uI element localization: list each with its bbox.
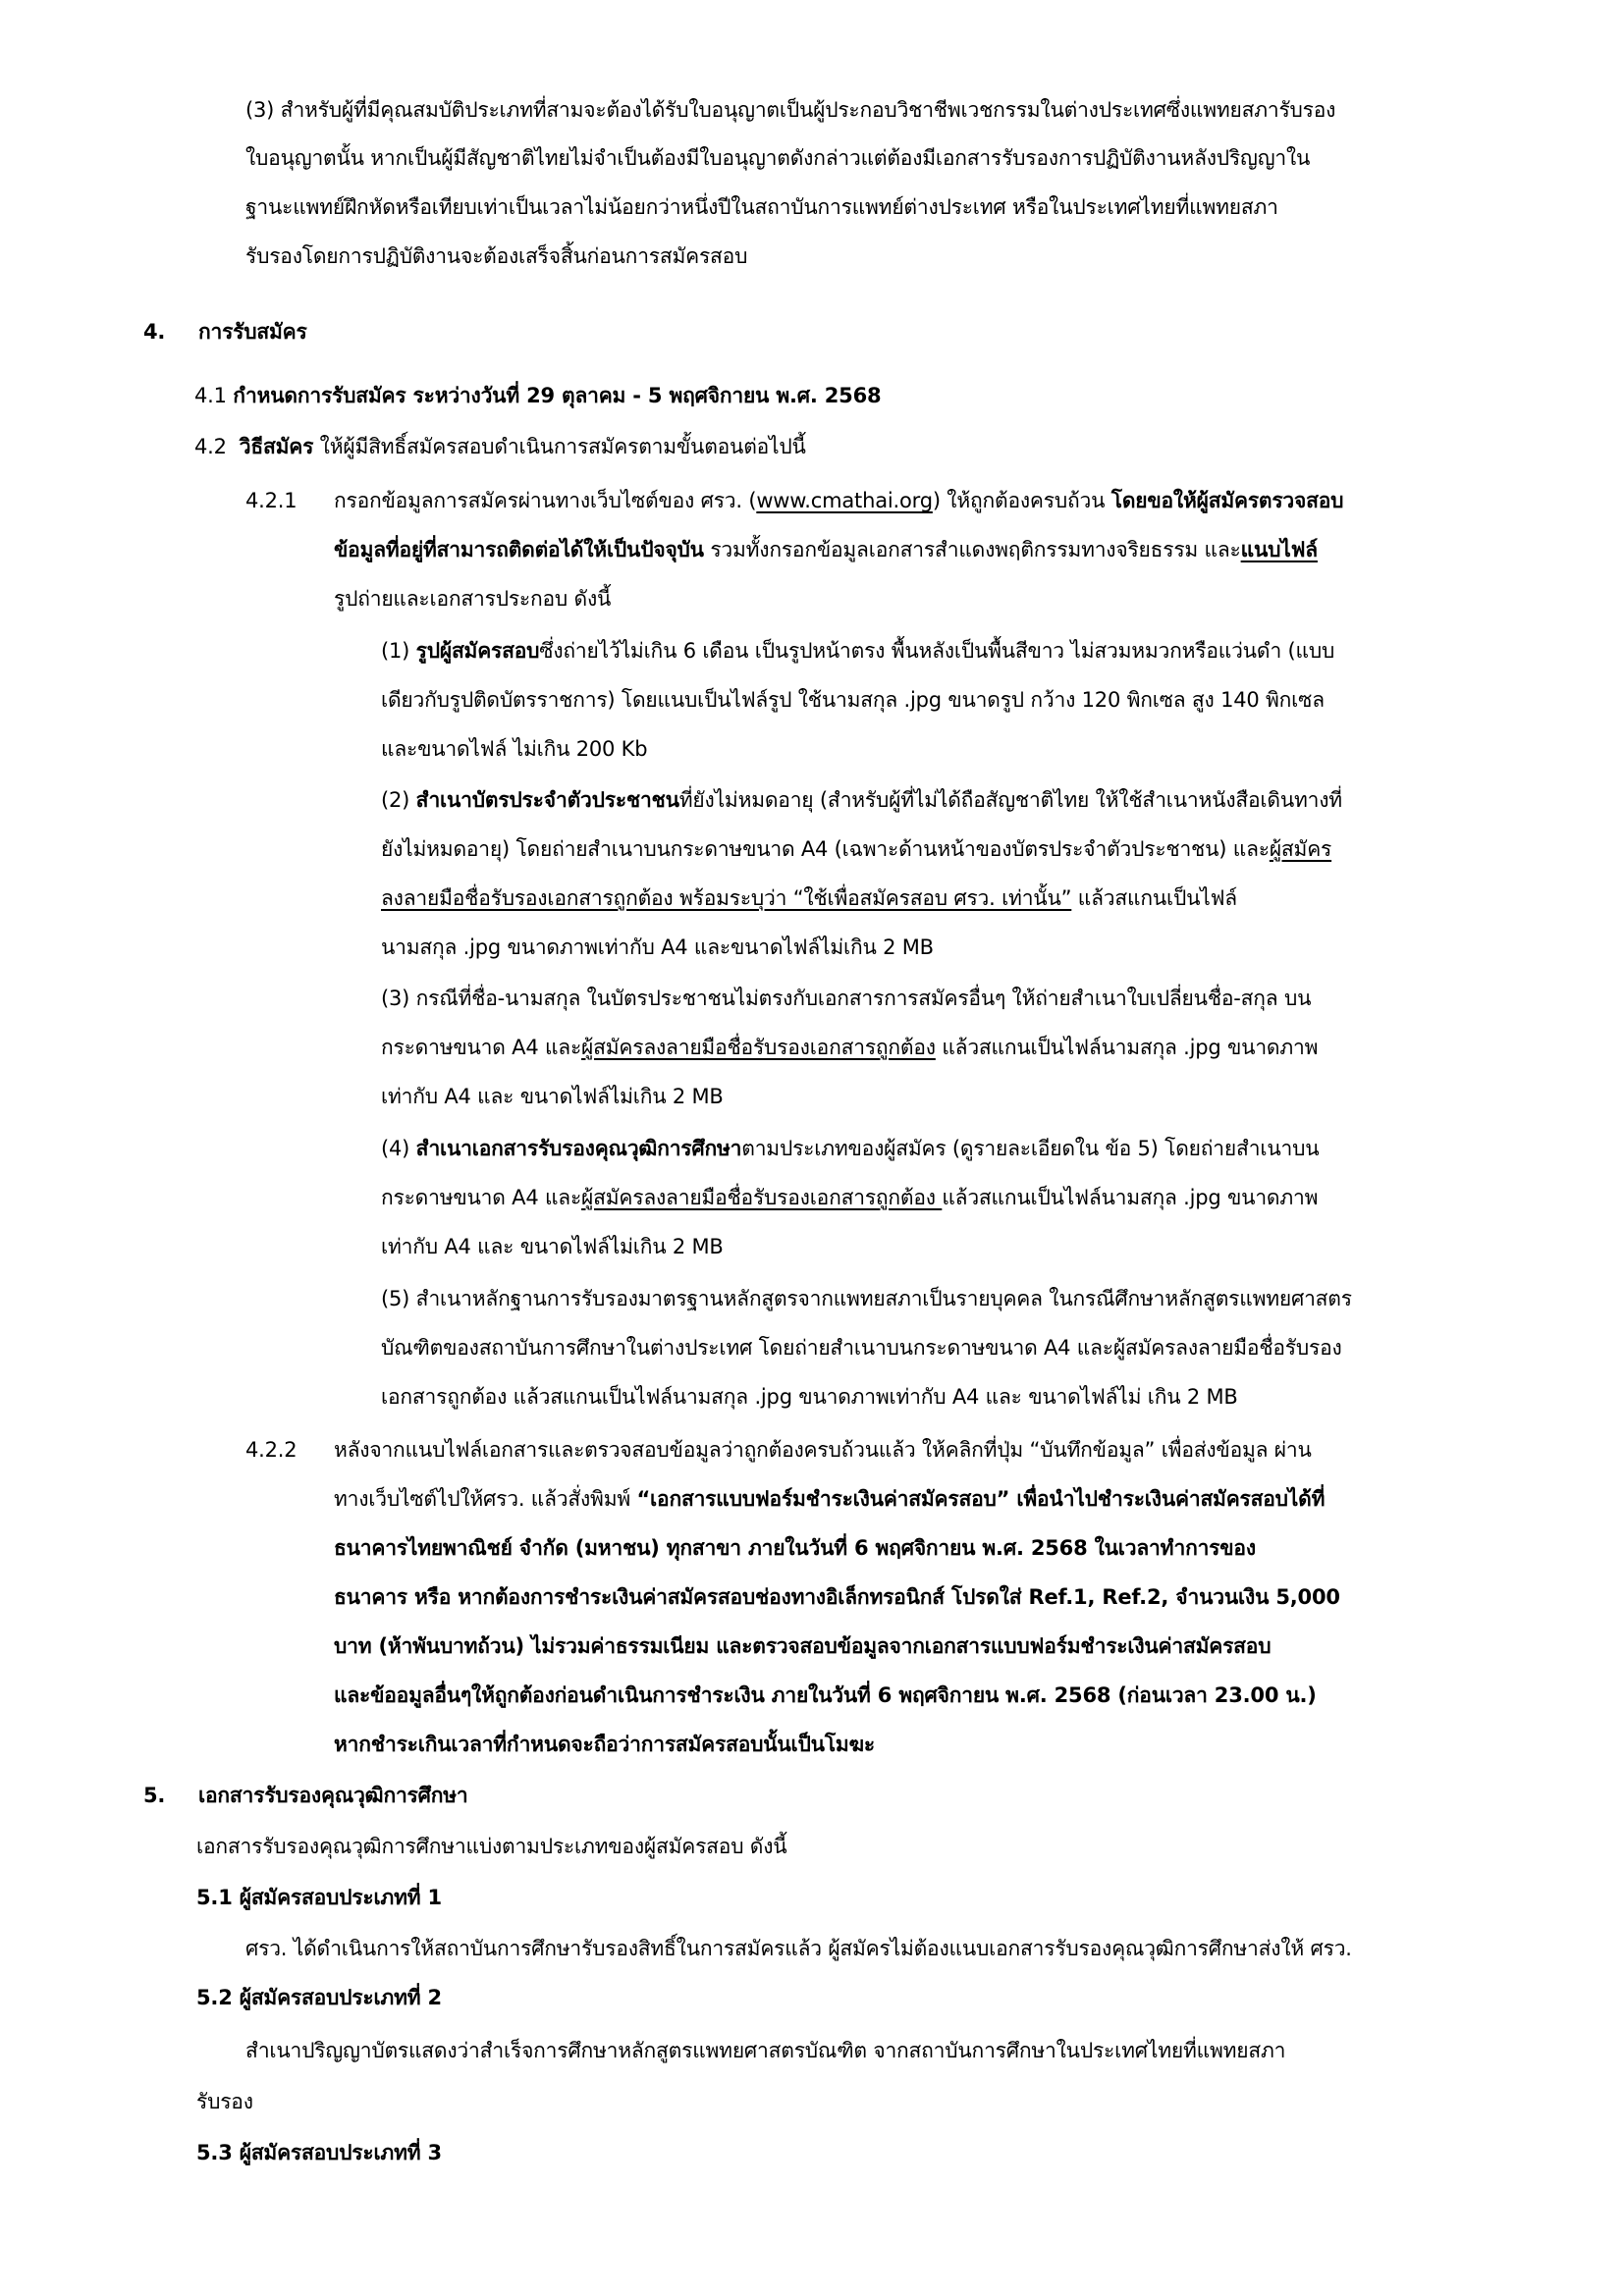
text-segment-bold: โดยขอให้ผู้สมัครตรวจสอบ	[1110, 489, 1344, 512]
item5-line3: เอกสารถูกต้อง แล้วสแกนเป็นไฟล์นามสกุล .jpg ขนาดภาพเท่ากับ A4 และ ขนาดไฟล์ไม่ เกิน 2 MB	[381, 1385, 1238, 1409]
text-segment: แล้วสแกนเป็นไฟล์นามสกุล .jpg ขนาดภาพ	[935, 1036, 1319, 1059]
item2-line1	[381, 785, 1342, 815]
section-5-1-title: 5.1 ผู้สมัครสอบประเภทที่ 1	[196, 1886, 442, 1909]
text-segment: (1)	[381, 639, 416, 663]
section4-title: การรับสมัคร	[198, 320, 307, 344]
text-segment: ยังไม่หมดอายุ) โดยถ่ายสำเนาบนกระดาษขนาด A4 (เฉพาะด้านหน้าของบัตรประจำตัวประชาชน) และ	[381, 837, 1270, 861]
item3-line2	[381, 1033, 1318, 1062]
item3-line3: เท่ากับ A4 และ ขนาดไฟล์ไม่เกิน 2 MB	[381, 1085, 724, 1108]
item2-line3	[381, 883, 1237, 913]
section-4-1	[194, 381, 881, 410]
prev-item3-line: ใบอนุญาตนั้น หากเป็นผู้มีสัญชาติไทยไม่จำเป็นต้องมีใบอนุญาตดังกล่าวแต่ต้องมีเอกสารรับรองการปฏิบัติงานหลังปริญญาใน	[245, 146, 1311, 170]
text-segment: ทางเว็บไซต์ไปให้ศรว. แล้วสั่งพิมพ์	[334, 1487, 637, 1511]
section-5-2-line1: สำเนาปริญญาบัตรแสดงว่าสำเร็จการศึกษาหลักสูตรแพทยศาสตรบัณฑิต จากสถาบันการศึกษาในประเทศไทยที่แพทยสภา	[245, 2039, 1286, 2062]
prev-item3-line: ฐานะแพทย์ฝึกหัดหรือเทียบเท่าเป็นเวลาไม่น้อยกว่าหนึ่งปีในสถาบันการแพทย์ต่างประเทศ หรือในประเทศไทยที่แพทยสภา	[245, 195, 1278, 219]
item2-line4: นามสกุล .jpg ขนาดภาพเท่ากับ A4 และขนาดไฟล์ไม่เกิน 2 MB	[381, 935, 934, 959]
section-4-2-2-line6: และข้ออมูลอื่นๆให้ถูกต้องก่อนดำเนินการชำระเงิน ภายในวันที่ 6 พฤศจิกายน พ.ศ. 2568 (ก่อนเวลา 23.00 น.)	[334, 1683, 1317, 1707]
section-4-2-1-line3: รูปถ่ายและเอกสารประกอบ ดังนี้	[334, 587, 612, 611]
text-segment-underline: ผู้สมัครลงลายมือชื่อรับรองเอกสารถูกต้อง	[581, 1036, 936, 1059]
section-4-2-2-line3: ธนาคารไทยพาณิชย์ จำกัด (มหาชน) ทุกสาขา ภายในวันที่ 6 พฤศจิกายน พ.ศ. 2568 ในเวลาทำการของ	[334, 1536, 1256, 1560]
section-4-2	[194, 432, 806, 461]
text-segment: (2)	[381, 788, 416, 812]
text-segment: ที่ยังไม่หมดอายุ (สำหรับผู้ที่ไม่ได้ถือสัญชาติไทย ให้ใช้สำเนาหนังสือเดินทางที่	[678, 788, 1342, 812]
item1-line2: เดียวกับรูปติดบัตรราชการ) โดยแนบเป็นไฟล์รูป ใช้นามสกุล .jpg ขนาดรูป กว้าง 120 พิกเซล สูง 140 พิกเซล	[381, 688, 1325, 712]
item5-line2: บัณฑิตของสถาบันการศึกษาในต่างประเทศ โดยถ่ายสำเนาบนกระดาษขนาด A4 และผู้สมัครลงลายมือชื่อรับรอง	[381, 1336, 1342, 1360]
text-segment-underline: ผู้สมัครลงลายมือชื่อรับรองเอกสารถูกต้อง	[581, 1186, 943, 1209]
section-4-2-2-line5: บาท (ห้าพันบาทถ้วน) ไม่รวมค่าธรรมเนียม และตรวจสอบข้อมูลจากเอกสารแบบฟอร์มชำระเงินค่าสมัครสอบ	[334, 1634, 1272, 1658]
section-4-2-2-line2	[334, 1484, 1325, 1514]
section-4-2-2-line1	[245, 1435, 1312, 1465]
text-segment-bold: ข้อมูลที่อยู่ที่สามารถติดต่อได้ให้เป็นปัจจุบัน	[334, 538, 704, 561]
item2-line2	[381, 834, 1331, 864]
text-segment-bold: “เอกสารแบบฟอร์มชำระเงินค่าสมัครสอบ” เพื่อนำไปชำระเงินค่าสมัครสอบได้ที่	[636, 1487, 1326, 1511]
text-segment-bold: สำเนาบัตรประจำตัวประชาชน	[415, 788, 679, 812]
section5-intro: เอกสารรับรองคุณวุฒิการศึกษาแบ่งตามประเภทของผู้สมัครสอบ ดังนี้	[196, 1835, 787, 1858]
cmathai-link[interactable]: www.cmathai.org	[756, 489, 933, 512]
text-segment: กระดาษขนาด A4 และ	[381, 1186, 582, 1209]
section-4-2-2-number: 4.2.2	[245, 1438, 298, 1462]
section-4-1-text: กำหนดการรับสมัคร ระหว่างวันที่ 29 ตุลาคม - 5 พฤศจิกายน พ.ศ. 2568	[233, 384, 882, 407]
item4-line1	[381, 1134, 1319, 1163]
text-segment: ซึ่งถ่ายไว้ไม่เกิน 6 เดือน เป็นรูปหน้าตรง พื้นหลังเป็นพื้นสีขาว ไม่สวมหมวกหรือแว่นดำ (แบบ	[539, 639, 1335, 663]
text-segment: หลังจากแนบไฟล์เอกสารและตรวจสอบข้อมูลว่าถูกต้องครบถ้วนแล้ว ให้คลิกที่ปุ่ม “บันทึกข้อมูล” เพื่อส่งข้อมูล ผ่าน	[334, 1438, 1312, 1462]
text-segment: (4)	[381, 1137, 416, 1160]
section-5-3-title: 5.3 ผู้สมัครสอบประเภทที่ 3	[196, 2141, 442, 2164]
section-4-2-text: ให้ผู้มีสิทธิ์สมัครสอบดำเนินการสมัครตามขั้นตอนต่อไปนี้	[313, 435, 806, 458]
section-4-2-bold: วิธีสมัคร	[239, 435, 314, 458]
text-segment: รวมทั้งกรอกข้อมูลเอกสารสำแดงพฤติกรรมทางจริยธรรม และ	[703, 538, 1241, 561]
item4-line2	[381, 1183, 1318, 1212]
section5-title: เอกสารรับรองคุณวุฒิการศึกษา	[198, 1784, 468, 1807]
text-segment: กรอกข้อมูลการสมัครผ่านทางเว็บไซต์ของ ศรว. (	[334, 489, 757, 512]
section4-heading	[143, 317, 307, 347]
text-segment: กระดาษขนาด A4 และ	[381, 1036, 582, 1059]
section-4-2-2-line4: ธนาคาร หรือ หากต้องการชำระเงินค่าสมัครสอบช่องทางอิเล็กทรอนิกส์ โปรดใส่ Ref.1, Ref.2, จำนวนเงิน 5,000	[334, 1585, 1340, 1609]
item4-line3: เท่ากับ A4 และ ขนาดไฟล์ไม่เกิน 2 MB	[381, 1235, 724, 1258]
prev-item3-line: (3) สำหรับผู้ที่มีคุณสมบัติประเภทที่สามจะต้องได้รับใบอนุญาตเป็นผู้ประกอบวิชาชีพเวชกรรมในต่างประเทศซึ่งแพทยสภารับรอง	[245, 98, 1336, 122]
item5-line1: (5) สำเนาหลักฐานการรับรองมาตรฐานหลักสูตรจากแพทยสภาเป็นรายบุคคล ในกรณีศึกษาหลักสูตรแพทยศาสตร	[381, 1287, 1352, 1310]
section5-number: 5.	[143, 1784, 166, 1807]
section-5-2-title: 5.2 ผู้สมัครสอบประเภทที่ 2	[196, 1986, 442, 2009]
section-5-1-text: ศรว. ได้ดำเนินการให้สถาบันการศึกษารับรองสิทธิ์ในการสมัครแล้ว ผู้สมัครไม่ต้องแนบเอกสารรับรองคุณวุฒิการศึกษาส่งให้ ศรว.	[245, 1937, 1352, 1960]
section-4-2-1-line1	[245, 486, 1343, 515]
text-segment-underline: แนบไฟล์	[1240, 538, 1318, 561]
section-4-2-1-line2	[334, 535, 1318, 564]
text-segment: แล้วสแกนเป็นไฟล์	[1071, 886, 1237, 910]
section4-number: 4.	[143, 320, 166, 344]
section5-heading	[143, 1781, 468, 1810]
text-segment: ตามประเภทของผู้สมัคร (ดูรายละเอียดใน ข้อ 5) โดยถ่ายสำเนาบน	[741, 1137, 1320, 1160]
item3-line1: (3) กรณีที่ชื่อ-นามสกุล ในบัตรประชาชนไม่ตรงกับเอกสารการสมัครอื่นๆ ให้ถ่ายสำเนาใบเปลี่ยนชื่อ-สกุล บน	[381, 987, 1312, 1010]
section-4-2-number: 4.2	[194, 435, 227, 458]
section-4-2-1-number: 4.2.1	[245, 489, 298, 512]
section-4-1-number: 4.1	[194, 384, 227, 407]
prev-item3-line: รับรองโดยการปฏิบัติงานจะต้องเสร็จสิ้นก่อนการสมัครสอบ	[245, 244, 748, 268]
section-4-2-2-line7: หากชำระเกินเวลาที่กำหนดจะถือว่าการสมัครสอบนั้นเป็นโมฆะ	[334, 1733, 876, 1756]
text-segment-bold: รูปผู้สมัครสอบ	[415, 639, 540, 663]
text-segment-underline: ผู้สมัคร	[1269, 837, 1332, 861]
item1-line3: และขนาดไฟล์ ไม่เกิน 200 Kb	[381, 737, 648, 761]
text-segment-bold: สำเนาเอกสารรับรองคุณวุฒิการศึกษา	[415, 1137, 742, 1160]
text-segment-underline: ลงลายมือชื่อรับรองเอกสารถูกต้อง พร้อมระบุว่า “ใช้เพื่อสมัครสอบ ศรว. เท่านั้น”	[381, 886, 1072, 910]
section-5-2-line2: รับรอง	[196, 2090, 253, 2113]
text-segment: ) ให้ถูกต้องครบถ้วน	[932, 489, 1111, 512]
text-segment: แล้วสแกนเป็นไฟล์นามสกุล .jpg ขนาดภาพ	[942, 1186, 1319, 1209]
item1-line1	[381, 636, 1334, 666]
